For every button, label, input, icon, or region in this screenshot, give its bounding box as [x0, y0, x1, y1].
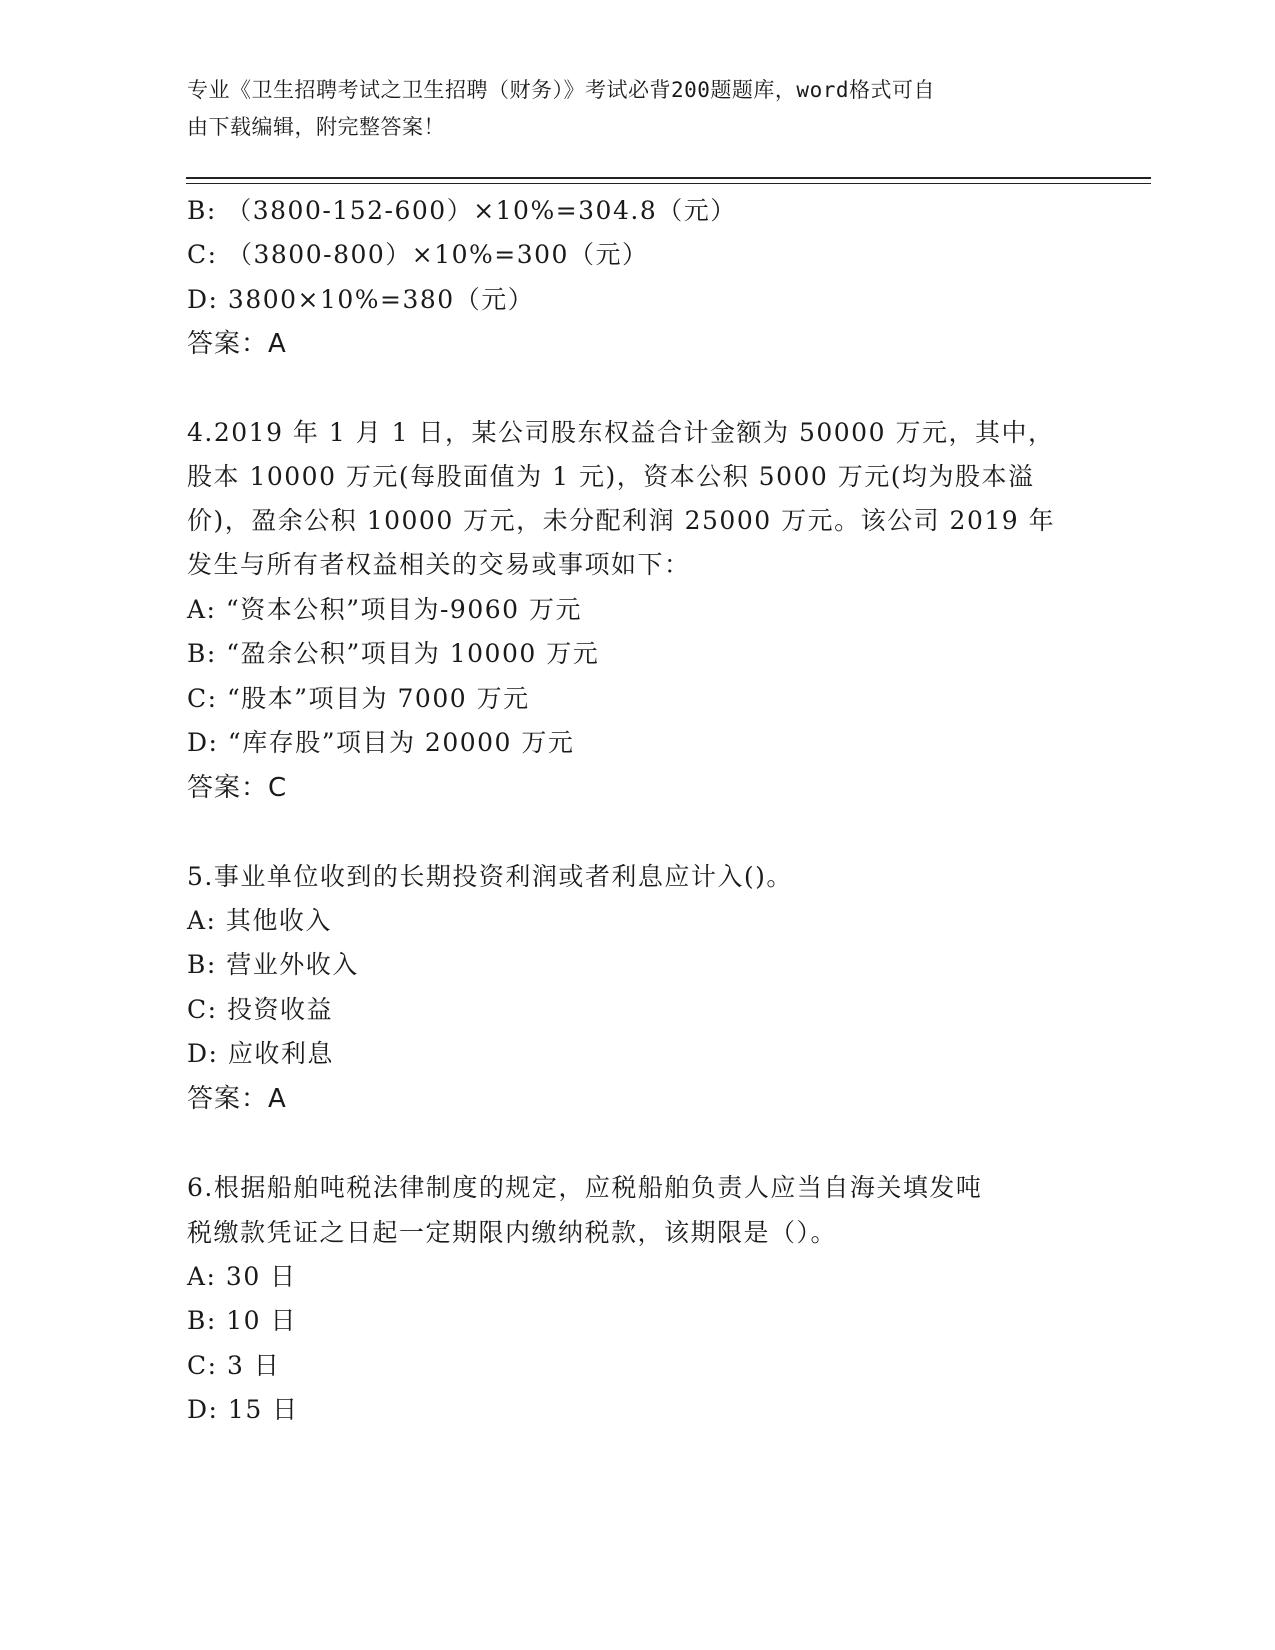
- header-line-1: 专业《卫生招聘考试之卫生招聘（财务）》考试必背200题题库，word格式可自: [187, 78, 935, 102]
- q3-answer: 答案：A: [187, 329, 287, 359]
- q5-option-c: C: 投资收益: [187, 995, 333, 1024]
- q4-option-a: A: “资本公积”项目为-9060 万元: [187, 595, 583, 624]
- q6-stem-line-2: 税缴款凭证之日起一定期限内缴纳税款，该期限是（）。: [187, 1218, 838, 1247]
- q6-option-c: C: 3 日: [187, 1351, 281, 1380]
- header-rule-thin: [186, 183, 1151, 184]
- q6-option-b: B: 10 日: [187, 1306, 297, 1335]
- q4-option-d: D: “库存股”项目为 20000 万元: [187, 728, 575, 757]
- q5-option-a: A: 其他收入: [187, 906, 332, 935]
- q6-option-d: D: 15 日: [187, 1395, 299, 1424]
- header-rule-thick: [186, 177, 1151, 179]
- document-header: [187, 72, 1077, 146]
- q3-option-d: D: 3800×10%=380（元）: [187, 285, 535, 314]
- q4-stem-line-3: 价)，盈余公积 10000 万元，未分配利润 25000 万元。该公司 2019 年: [187, 506, 1056, 535]
- q4-answer: 答案：C: [187, 773, 288, 803]
- q4-stem-line-4: 发生与所有者权益相关的交易或事项如下：: [187, 550, 691, 579]
- q4-option-b: B: “盈余公积”项目为 10000 万元: [187, 639, 600, 668]
- q5-option-b: B: 营业外收入: [187, 950, 359, 979]
- q4-option-c: C: “股本”项目为 7000 万元: [187, 684, 530, 713]
- q6-stem-line-1: 6.根据船舶吨税法律制度的规定，应税船舶负责人应当自海关填发吨: [187, 1173, 983, 1202]
- q5-answer: 答案：A: [187, 1084, 287, 1114]
- q5-option-d: D: 应收利息: [187, 1039, 334, 1068]
- q4-stem-line-1: 4.2019 年 1 月 1 日，某公司股东权益合计金额为 50000 万元，其中，: [187, 418, 1055, 447]
- header-line-2: 由下载编辑，附完整答案！: [187, 115, 445, 139]
- q3-option-b: B: （3800-152-600）×10%=304.8（元）: [187, 196, 737, 225]
- q6-option-a: A: 30 日: [187, 1262, 297, 1291]
- q3-option-c: C: （3800-800）×10%=300（元）: [187, 240, 649, 269]
- q4-stem-line-2: 股本 10000 万元(每股面值为 1 元)，资本公积 5000 万元(均为股本溢: [187, 462, 1035, 491]
- q5-stem-line-1: 5.事业单位收到的长期投资利润或者利息应计入()。: [187, 862, 793, 891]
